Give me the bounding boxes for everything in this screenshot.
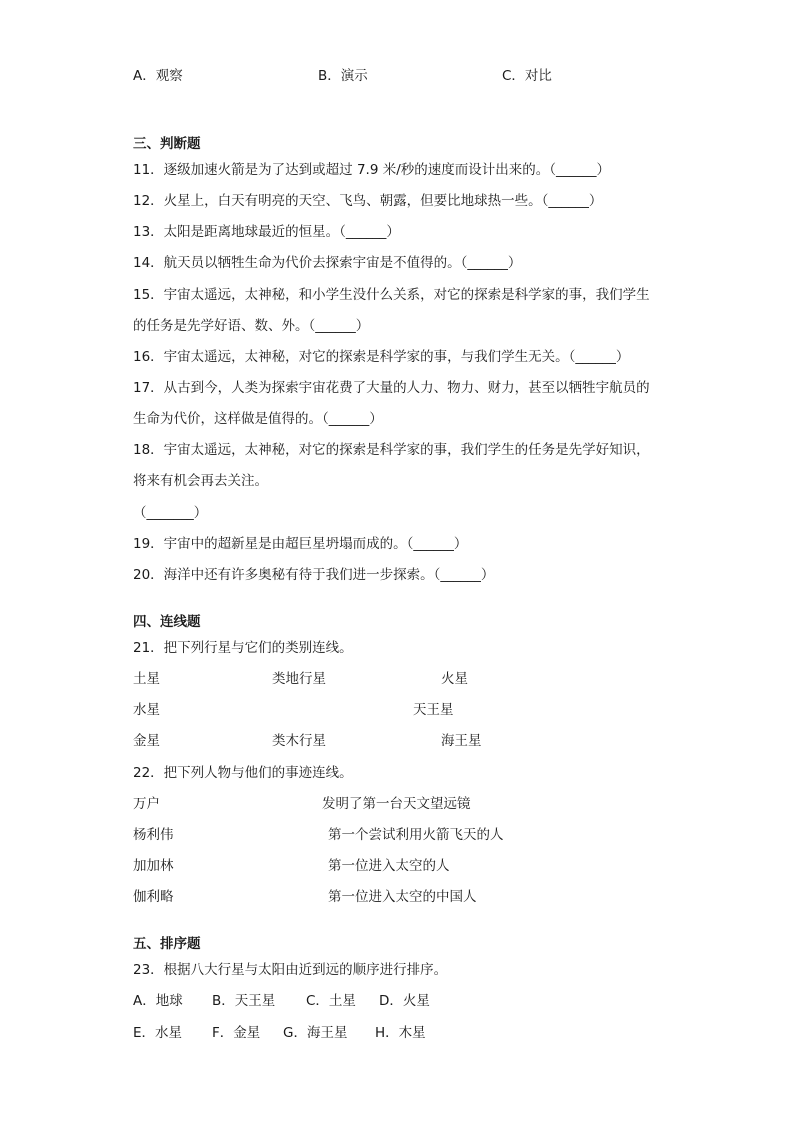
question-16: 16．宇宙太遥远，太神秘，对它的探索是科学家的事，与我们学生无关。（______） [133, 349, 630, 365]
option-c: C．对比 [502, 68, 552, 84]
order-option-f: F．金星 [212, 1025, 261, 1041]
question-17-line2: 生命为代价，这样做是值得的。（______） [133, 411, 383, 427]
planet-left-2: 水星 [133, 702, 160, 718]
question-23: 23．根据八大行星与太阳由近到远的顺序进行排序。 [133, 962, 448, 978]
order-option-h: H．木星 [375, 1025, 426, 1041]
question-14: 14．航天员以牺牲生命为代价去探索宇宙是不值得的。（______） [133, 255, 522, 271]
deed-2: 第一个尝试利用火箭飞天的人 [328, 827, 504, 843]
question-21: 21．把下列行星与它们的类别连线。 [133, 640, 353, 656]
question-15-line2: 的任务是先学好语、数、外。（______） [133, 318, 370, 334]
person-1: 万户 [133, 796, 160, 812]
order-option-g: G．海王星 [283, 1025, 348, 1041]
deed-1: 发明了第一台天文望远镜 [322, 796, 471, 812]
section5-title: 五、排序题 [133, 936, 201, 952]
deed-4: 第一位进入太空的中国人 [328, 889, 477, 905]
person-2: 杨利伟 [133, 827, 174, 843]
order-option-a: A．地球 [133, 993, 183, 1009]
question-18-answer-blank[interactable]: （_______） [133, 505, 208, 521]
question-13: 13．太阳是距离地球最近的恒星。（______） [133, 224, 400, 240]
order-option-c: C．土星 [306, 993, 356, 1009]
option-b: B．演示 [318, 68, 368, 84]
question-18-line1: 18．宇宙太遥远，太神秘，对它的探索是科学家的事，我们学生的任务是先学好知识， [133, 442, 650, 458]
question-11: 11．逐级加速火箭是为了达到或超过 7.9 米/秒的速度而设计出来的。（______） [133, 162, 611, 178]
section4-title: 四、连线题 [133, 614, 201, 630]
order-option-b: B．天王星 [212, 993, 276, 1009]
planet-left-1: 土星 [133, 671, 160, 687]
question-12: 12．火星上，白天有明亮的天空、飞鸟、朝露，但要比地球热一些。（______） [133, 193, 603, 209]
category-2: 类木行星 [272, 733, 326, 749]
planet-left-3: 金星 [133, 733, 160, 749]
category-1: 类地行星 [272, 671, 326, 687]
question-22: 22．把下列人物与他们的事迹连线。 [133, 765, 353, 781]
deed-3: 第一位进入太空的人 [328, 858, 450, 874]
order-option-e: E．水星 [133, 1025, 183, 1041]
question-18-line2: 将来有机会再去关注。 [133, 473, 268, 489]
planet-right-3: 海王星 [441, 733, 482, 749]
order-option-d: D．火星 [379, 993, 430, 1009]
question-20: 20．海洋中还有许多奥秘有待于我们进一步探索。（______） [133, 567, 495, 583]
planet-right-1: 火星 [441, 671, 468, 687]
person-3: 加加林 [133, 858, 174, 874]
question-15-line1: 15．宇宙太遥远，太神秘，和小学生没什么关系，对它的探索是科学家的事，我们学生 [133, 287, 650, 303]
person-4: 伽利略 [133, 889, 174, 905]
section3-title: 三、判断题 [133, 136, 201, 152]
planet-right-2: 天王星 [413, 702, 454, 718]
question-19: 19．宇宙中的超新星是由超巨星坍塌而成的。（______） [133, 536, 468, 552]
question-17-line1: 17．从古到今，人类为探索宇宙花费了大量的人力、物力、财力，甚至以牺牲宇航员的 [133, 380, 650, 396]
option-a: A．观察 [133, 68, 183, 84]
